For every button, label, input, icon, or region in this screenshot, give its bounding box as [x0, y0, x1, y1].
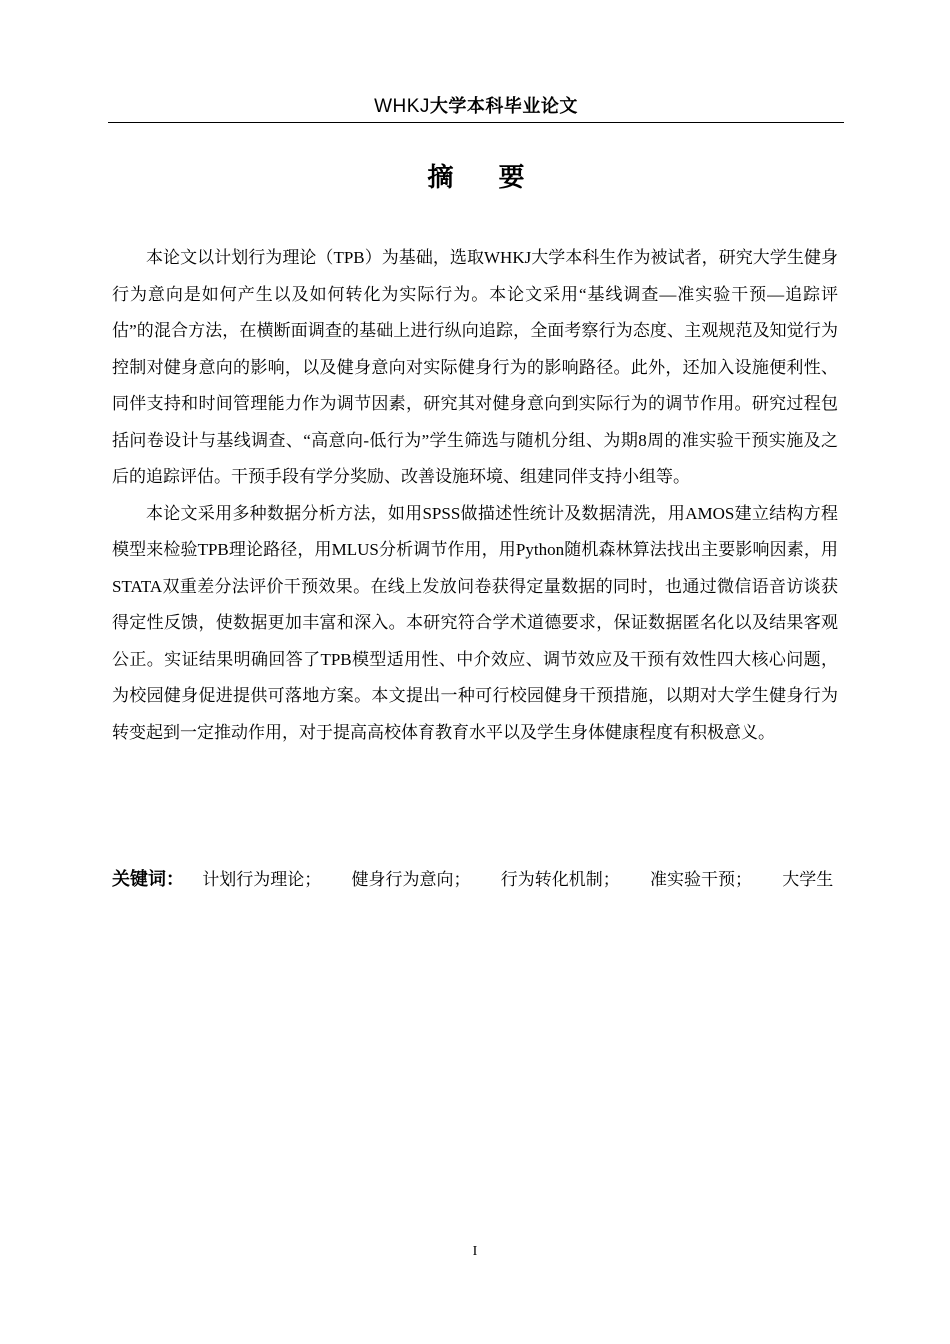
header-thesis-title: 大学本科毕业论文 [429, 96, 578, 117]
keyword-item: 行为转化机制； [500, 870, 620, 889]
keywords-line [112, 862, 838, 898]
keyword-item: 计划行为理论； [202, 870, 322, 889]
abstract-paragraph-1: 本论文以计划行为理论（TPB）为基础，选取WHKJ大学本科生作为被试者，研究大学生健身行为意向是如何产生以及如何转化为实际行为。本论文采用“基线调查—准实验干预—追踪评估”的混合方法，在横断面调查的基础上进行纵向追踪，全面考察行为态度、主观规范及知觉行为控制对健身意向的影响，以及健身意向对实际健身行为的影响路径。此外，还加入设施便利性、同伴支持和时间管理能力作为调节因素，研究其对健身意向到实际行为的调节作用。研究过程包括问卷设计与基线调查、“高意向-低行为”学生筛选与随机分组、为期8周的准实验干预实施及之后的追踪评估。干预手段有学分奖励、改善设施环境、组建同伴支持小组等。 [112, 248, 838, 486]
header-divider [108, 122, 844, 123]
abstract-body [112, 240, 838, 751]
header-university-code: WHKJ [374, 96, 430, 117]
page-number: I [472, 1244, 478, 1259]
keyword-item: 准实验干预； [650, 870, 752, 889]
abstract-paragraph-2: 本论文采用多种数据分析方法，如用SPSS做描述性统计及数据清洗，用AMOS建立结构方程模型来检验TPB理论路径，用MLUS分析调节作用，用Python随机森林算法找出主要影响因素，用STATA双重差分法评价干预效果。在线上发放问卷获得定量数据的同时，也通过微信语音访谈获得定性反馈，使数据更加丰富和深入。本研究符合学术道德要求，保证数据匿名化以及结果客观公正。实证结果明确回答了TPB模型适用性、中介效应、调节效应及干预有效性四大核心问题，为校园健身促进提供可落地方案。本文提出一种可行校园健身干预措施，以期对大学生健身行为转变起到一定推动作用，对于提高高校体育教育水平以及学生身体健康程度有积极意义。 [112, 503, 838, 742]
keyword-item: 大学生 [782, 870, 834, 889]
keywords-label: 关键词： [112, 869, 184, 890]
abstract-heading: 摘 要 [427, 163, 543, 193]
keyword-item: 健身行为意向； [351, 870, 471, 889]
page-header [108, 94, 844, 120]
